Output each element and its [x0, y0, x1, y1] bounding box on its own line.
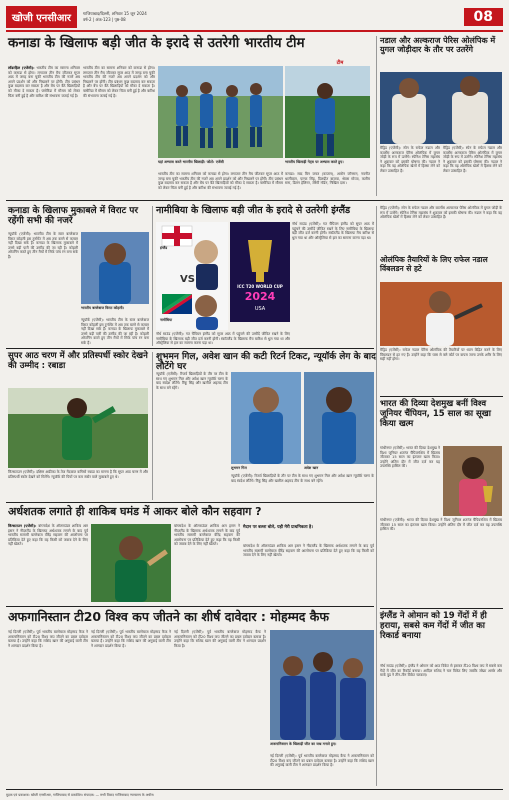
- super8-headline: सुपर आठ चरण में और प्रतिस्पर्धी स्कोर देखने की उम्मीद : रबाडा: [8, 351, 148, 371]
- shakib-body-col2: बांग्लादेश के ऑलराउंडर शाकिब अल हसन ने नीदरलैंड के खिलाफ अर्धशतक लगाने के बाद पूर्व भारतीय सलामी बल्लेबाज वीरेंद्र सहवाग की आलोचना पर प्रतिक्रिया देते हुए कहा कि वह किसी को जवाब देने के लिए नहीं खेलते।: [174, 524, 240, 547]
- shubman-body-col2: न्यूयॉर्क (एजेंसी): रिजर्व खिलाड़ियों के तौर पर टीम के साथ गए शुभमन गिल और अवेश खान न्यूयॉर्क चरण के बाद स्वदेश लौटेंगे। रिंकू सिंह और खलील अहमद टीम के साथ बने रहेंगे।: [231, 474, 374, 483]
- super8-body: किंग्सटाउन (एजेंसी): दक्षिण अफ्रीका के तेज गेंदबाज कगिसो रबाडा का मानना है कि सुपर आठ चरण में और प्रतिस्पर्धी स्कोर देखने को मिलेंगे। न्यूयॉर्क की पिचों पर कम स्कोर वाले मुकाबले हुए थे।: [8, 470, 148, 479]
- nadal-alcaraz-body-col2: मैड्रिड (एजेंसी): स्पेन के राफेल नडाल और कार्लोस अल्कराज पेरिस ओलंपिक में युगल जोड़ी के रूप में उतरेंगे। स्पेनिश टेनिस महासंघ ने शुक्रवार को इसकी घोषणा की। नडाल ने कहा कि वह ओलंपिक खेलों में हिस्सा लेने को लेकर उत्साहित हैं।: [443, 146, 502, 173]
- story1-headline: कनाडा के खिलाफ बड़ी जीत के इरादे से उतरेगी भारतीय टीम: [8, 35, 305, 51]
- virat-caption: भारतीय बल्लेबाज विराट कोहली।: [81, 306, 124, 310]
- nadal-alcaraz-body: मैड्रिड (एजेंसी): स्पेन के राफेल नडाल और कार्लोस अल्कराज पेरिस ओलंपिक में युगल जोड़ी के रूप में उतरेंगे। स्पेनिश टेनिस महासंघ ने शुक्रवार को इसकी घोषणा की। नडाल ने कहा कि वह ओलंपिक खेलों में हिस्सा लेने को लेकर उत्साहित हैं।: [380, 146, 440, 173]
- team-box-body: कनाडा: साद बिन जफर (कप्तान), आरोन जॉनसन, नवनीत धालीवाल, परगट सिंह, दिलप्रीत बाजवा, श्रेयस मोव्वा, कलीम सना, डिलन हेलिगर, जेरेमी गॉर्डन, निखिल दत्ता।: [285, 172, 370, 186]
- kaif-body-col4: नई दिल्ली (एजेंसी): पूर्व भारतीय बल्लेबाज मोहम्मद कैफ ने अफगानिस्तान को टी20 विश्व कप जीतने का प्रबल दावेदार बताया है। उन्होंने कहा कि राशिद खान की अगुवाई वाली टीम ने शानदार प्रदर्शन किया है।: [270, 754, 374, 768]
- story1-body-col2: भारतीय टीम का सामना शनिवार को कनाडा से होगा। लगातार तीन मैच जीतकर सुपर आठ में जगह बना चुकी भारतीय टीम की नजरें अब अपने प्रदर्शन को और निखारने पर होंगी। टीम प्रबंधन कुछ बदलाव कर सकता है और बेंच पर बैठे खिलाड़ियों को मौका दे सकता है। फ्लोरिडा में मौसम को लेकर चिंता बनी हुई है और बारिश की संभावना जताई गई है।: [83, 66, 155, 98]
- namibia-body-col2: नॉर्थ साउंड (एजेंसी): गत चैंपियन इंग्लैंड को सुपर आठ में पहुंचने की उम्मीदें जीवित रखने के लिए नामीबिया के खिलाफ बड़ी जीत दर्ज करनी होगी। स्कॉटलैंड के खिलाफ मैच बारिश से धुल गया था और ऑस्ट्रेलिया से हार का सामना करना पड़ा था।: [156, 332, 290, 346]
- story1-body: [8, 66, 80, 184]
- virat-photo: [81, 232, 149, 304]
- shakib-body-col3: बांग्लादेश के ऑलराउंडर शाकिब अल हसन ने नीदरलैंड के खिलाफ अर्धशतक लगाने के बाद पूर्व भारतीय सलामी बल्लेबाज वीरेंद्र सहवाग की आलोचना पर प्रतिक्रिया देते हुए कहा कि वह किसी को जवाब देने के लिए नहीं खेलते।: [243, 544, 374, 558]
- shubman-headline: शुभमन गिल, अवेश खान की कटी रिटर्न टिकट, न्यूयॉर्क लेग के बाद लौटेंगे घर: [156, 352, 376, 373]
- eng-flag-label: इंग्लैंड: [160, 246, 168, 250]
- nadal-olympic-body: मैड्रिड (एजेंसी): राफेल नडाल पेरिस ओलंपिक की तैयारियों पर ध्यान केंद्रित करने के लिए विंबलडन से हट गए हैं। उन्होंने कहा कि घास से क्ले कोर्ट पर वापस जाना उनके शरीर के लिए सही नहीं होगा।: [380, 348, 502, 362]
- page-number: 08: [464, 8, 503, 26]
- virat-body-col2: न्यूयॉर्क (एजेंसी): भारतीय टीम के स्टार बल्लेबाज विराट कोहली इस टूर्नामेंट में अब तक बल्ले से कमाल नहीं दिखा सके हैं। कनाडा के खिलाफ मुकाबले में उनसे बड़ी पारी की उम्मीद की जा रही है। कोहली ओपनिंग करते हुए तीन मैचों में सिर्फ पांच रन बना सके हैं।: [81, 318, 149, 345]
- shakib-dateline: किंग्सटाउन (एजेंसी):: [8, 524, 37, 528]
- story1-body-col3: भारतीय टीम का सामना शनिवार को कनाडा से होगा। लगातार तीन मैच जीतकर सुपर आठ में जगह बना चुकी भारतीय टीम की नजरें अब अपने प्रदर्शन को और निखारने पर होंगी। टीम प्रबंधन कुछ बदलाव कर सकता है और बेंच पर बैठे खिलाड़ियों को मौका दे सकता है। फ्लोरिडा में मौसम को लेकर चिंता बनी हुई है और बारिश की संभावना जताई गई है।: [158, 172, 283, 190]
- kaif-body-col2: नई दिल्ली (एजेंसी): पूर्व भारतीय बल्लेबाज मोहम्मद कैफ ने अफगानिस्तान को टी20 विश्व कप जीतने का प्रबल दावेदार बताया है। उन्होंने कहा कि राशिद खान की अगुवाई वाली टीम ने शानदार प्रदर्शन किया है।: [91, 630, 171, 648]
- nadal-olympic-headline: ओलंपिक तैयारियों के लिए राफेल नडाल विंबलडन से हटे: [380, 255, 488, 273]
- shubman-caption: शुभमन गिल: [231, 466, 247, 470]
- shakib-photo: [91, 524, 171, 602]
- namibia-headline: नामीबिया के खिलाफ बड़ी जीत के इरादे से उतरेगी इंग्लैंड: [156, 205, 351, 216]
- brand-logo: खोजी एनसीआर: [6, 6, 77, 28]
- story1-text: भारतीय टीम का सामना शनिवार को कनाडा से होगा। लगातार तीन मैच जीतकर सुपर आठ में जगह बना चुकी भारतीय टीम की नजरें अब अपने प्रदर्शन को और निखारने पर होंगी। टीम प्रबंधन कुछ बदलाव कर सकता है और बेंच पर बैठे खिलाड़ियों को मौका दे सकता है। फ्लोरिडा में मौसम को लेकर चिंता बनी हुई है और बारिश की संभावना जताई गई है।: [8, 66, 80, 98]
- shakib-headline: अर्धशतक लगाते ही शाकिब घमंड में आकर बोले कौन सहवाग ?: [8, 505, 262, 518]
- shubman-photo: [231, 372, 301, 464]
- kaif-caption: अफगानिस्तान के खिलाड़ी जीत का जश्न मनाते हुए।: [270, 742, 337, 746]
- story1-photo-1: [158, 66, 283, 158]
- story1-dateline: लॉडरहिल (एजेंसी):: [8, 66, 35, 70]
- wc-logo: [230, 222, 290, 322]
- deshmukh-photo: [443, 446, 502, 516]
- avesh-caption: अवेश खान: [304, 466, 319, 470]
- shakib-text: बांग्लादेश के ऑलराउंडर शाकिब अल हसन ने नीदरलैंड के खिलाफ अर्धशतक लगाने के बाद पूर्व भारतीय सलामी बल्लेबाज वीरेंद्र सहवाग की आलोचना पर प्रतिक्रिया देते हुए कहा कि वह किसी को जवाब देने के लिए नहीं खेलते।: [8, 524, 88, 547]
- issue-info: [83, 11, 233, 23]
- svg-text:VS: VS: [180, 274, 195, 285]
- wc-logo-text: ICC T20 WORLD CUP: [237, 284, 283, 289]
- deshmukh-body: गांधीनगर (एजेंसी): भारत की दिव्या देशमुख ने विश्व जूनियर शतरंज चैंपियनशिप में खिताब जीतकर 15 साल का इंतजार खत्म किया। उन्होंने अंतिम दौर में जीत दर्ज कर यह उपलब्धि हासिल की।: [380, 446, 440, 469]
- deshmukh-body-col2: गांधीनगर (एजेंसी): भारत की दिव्या देशमुख ने विश्व जूनियर शतरंज चैंपियनशिप में खिताब जीतकर 15 साल का इंतजार खत्म किया। उन्होंने अंतिम दौर में जीत दर्ज कर यह उपलब्धि हासिल की।: [380, 518, 502, 532]
- virat-body: न्यूयॉर्क (एजेंसी): भारतीय टीम के स्टार बल्लेबाज विराट कोहली इस टूर्नामेंट में अब तक बल्ले से कमाल नहीं दिखा सके हैं। कनाडा के खिलाफ मुकाबले में उनसे बड़ी पारी की उम्मीद की जा रही है। कोहली ओपनिंग करते हुए तीन मैचों में सिर्फ पांच रन बना सके हैं।: [8, 232, 78, 259]
- shubman-body: न्यूयॉर्क (एजेंसी): रिजर्व खिलाड़ियों के तौर पर टीम के साथ गए शुभमन गिल और अवेश खान न्यूयॉर्क चरण के बाद स्वदेश लौटेंगे। रिंकू सिंह और खलील अहमद टीम के साथ बने रहेंगे।: [156, 372, 228, 390]
- eng-oman-body: नॉर्थ साउंड (एजेंसी): इंग्लैंड ने ओमान को आठ विकेट से हराकर टी20 विश्व कप में सबसे कम गेंदों में जीत का रिकॉर्ड बनाया। आदिल राशिद ने चार विकेट लिए जबकि जोफ्रा आर्चर और मार्क वुड ने तीन-तीन विकेट चटकाए।: [380, 664, 502, 678]
- side-continued: मैड्रिड (एजेंसी): स्पेन के राफेल नडाल और कार्लोस अल्कराज पेरिस ओलंपिक में युगल जोड़ी के रूप में उतरेंगे। स्पेनिश टेनिस महासंघ ने शुक्रवार को इसकी घोषणा की। नडाल ने कहा कि वह ओलंपिक खेलों में हिस्सा लेने को लेकर उत्साहित हैं।: [380, 206, 502, 220]
- kaif-body-col3: नई दिल्ली (एजेंसी): पूर्व भारतीय बल्लेबाज मोहम्मद कैफ ने अफगानिस्तान को टी20 विश्व कप जीतने का प्रबल दावेदार बताया है। उन्होंने कहा कि राशिद खान की अगुवाई वाली टीम ने शानदार प्रदर्शन किया है।: [174, 630, 266, 648]
- namibia-body: नॉर्थ साउंड (एजेंसी): गत चैंपियन इंग्लैंड को सुपर आठ में पहुंचने की उम्मीदें जीवित रखने के लिए नामीबिया के खिलाफ बड़ी जीत दर्ज करनी होगी। स्कॉटलैंड के खिलाफ मैच बारिश से धुल गया था और ऑस्ट्रेलिया से हार का सामना करना पड़ा था।: [292, 222, 374, 240]
- shakib-body: [8, 524, 88, 602]
- rabada-photo: [8, 388, 148, 468]
- wc-year: 2024: [244, 290, 276, 303]
- nadal-alcaraz-headline: नडाल और अल्कराज पेरिस ओलंपिक में युगल जोड़ीदार के तौर पर उतरेंगे: [380, 36, 496, 55]
- eng-oman-headline: इंग्लैंड ने ओमान को 19 गेंदों में ही हराया, सबसे कम गेंदों में जीत का रिकार्ड बनाया: [380, 611, 487, 641]
- story1-photo-2: [285, 66, 370, 158]
- nam-flag-label: नामीबिया: [160, 318, 173, 322]
- masthead-rule: [6, 30, 503, 32]
- nadal-photo: [380, 282, 502, 346]
- eng-nam-graphic: [156, 222, 228, 330]
- shakib-quote: मैदान पर बल्ला बोले, यही मेरी प्राथमिकता है।: [243, 524, 313, 529]
- virat-headline: कनाडा के खिलाफ मुकाबले में विराट पर रहेंगी सभी की नजरें: [8, 206, 139, 227]
- deshmukh-headline: भारत की दिव्या देशमुख बनीं विश्व जूनियर चैंपियन, 15 साल का सूखा किया खत्म: [380, 399, 491, 429]
- story1-caption-1: यहां अभ्यास करते भारतीय खिलाड़ी। फोटो: एजेंसी: [158, 160, 224, 164]
- wc-host: USA: [254, 306, 266, 312]
- masthead: [6, 6, 503, 28]
- issue-line-1: गाजियाबाद/दिल्ली, शनिवार 15 जून 2024: [83, 11, 147, 16]
- kaif-photo: [270, 630, 374, 740]
- kaif-body: नई दिल्ली (एजेंसी): पूर्व भारतीय बल्लेबाज मोहम्मद कैफ ने अफगानिस्तान को टी20 विश्व कप जीतने का प्रबल दावेदार बताया है। उन्होंने कहा कि राशिद खान की अगुवाई वाली टीम ने शानदार प्रदर्शन किया है।: [8, 630, 88, 648]
- avesh-photo: [304, 372, 374, 464]
- issue-line-2: वर्ष-2 | अंक-123 | पृष्ठ-08: [83, 17, 126, 22]
- page-footer: मुद्रक एवं प्रकाशक: खोजी एनसीआर, गाजियाबाद से प्रकाशित। संपादक: — सभी विवाद गाजियाबाद न्यायालय के अधीन।: [6, 789, 503, 797]
- kaif-headline: अफगानिस्तान टी20 विश्व कप जीतने का शीर्ष दावेदार : मोहम्मद कैफ: [8, 609, 330, 624]
- story1-caption-2: भारतीय खिलाड़ी नेट्स पर अभ्यास करते हुए।: [285, 160, 344, 164]
- nadal-alcaraz-photo: [380, 72, 502, 144]
- team-box-heading: टीम: [336, 60, 344, 66]
